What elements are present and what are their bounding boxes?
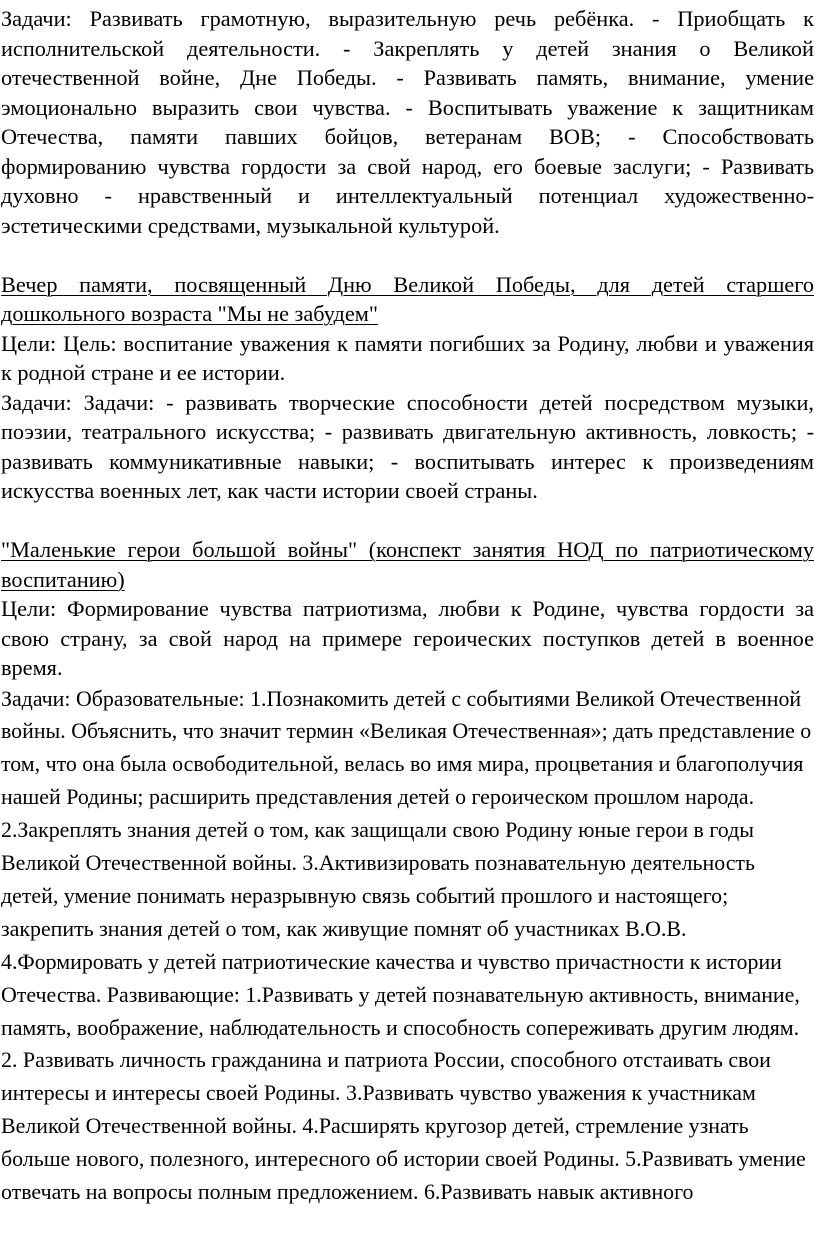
block3-tasks-text: Образовательные: 1.Познакомить детей с событиями Великой Отечественной войны. Объяснить, что значит термин «Великая Отечественная»; дать представление о том, что она была освободительной, велась во имя мира, процветания и благополучия нашей Родины; расширить представления детей о героическом прошлом народа. 2.Закреплять знания детей о том, как защищали свою Родину юные герои в годы Великой Отечественной войны. 3.Активизировать познавательную деятельность детей, умение понимать неразрывную связь событий прошлого и настоящего; закрепить знания детей о том, как живущие помнят об участниках В.О.В. 4.Формировать у детей патриотические качества и чувство причастности к истории Отечества. Развивающие: 1.Развивать у детей познавательную активность, внимание, память, воображение, наблюдательность и способность сопереживать другим людям. 2. Развивать личность гражданина и патриота России, способного отстаивать свои интересы и интересы своей Родины. 3.Развивать чувство уважения к участникам Великой Отечественной войны. 4.Расширять кругозор детей, стремление узнать больше нового, полезного, интересного об истории своей Родины. 5.Развивать умение отвечать на вопросы полным предложением. 6.Развивать навык активного bbox=[1, 685, 812, 1205]
block3-goals-paragraph bbox=[1, 594, 814, 683]
block2-tasks-text: Задачи: - развивать творческие способности детей посредством музыки, поэзии, театрального искусства; - развивать двигательную активность, ловкость; - развивать коммуникативные навыки; - воспитывать интерес к произведениям искусства военных лет, как части истории своей страны. bbox=[1, 389, 814, 503]
block3-goals-text: Формирование чувства патриотизма, любви к Родине, чувства гордости за свою страну, за свой народ на примере героических поступков детей в военное время. bbox=[1, 596, 814, 680]
block3-tasks-paragraph bbox=[1, 683, 814, 1210]
document-body bbox=[1, 4, 814, 1209]
block1-tasks-text: Развивать грамотную, выразительную речь ребёнка. - Приобщать к исполнительской деятельности. - Закреплять у детей знания о Великой отечественной войне, Дне Победы. - Развивать память, внимание, умение эмоционально выразить свои чувства. - Воспитывать уважение к защитникам Отечества, памяти павших бойцов, ветеранам ВОВ; - Способствовать формированию чувства гордости за свой народ, его боевые заслуги; - Развивать духовно - нравственный и интеллектуальный потенциал художественно-эстетическими средствами, музыкальной культурой. bbox=[1, 6, 814, 238]
block3-title: "Маленькие герои большой войны" (конспект занятия НОД по патриотическому воспитанию) bbox=[1, 537, 814, 592]
block2-tasks-label: Задачи: bbox=[1, 389, 84, 415]
block2-tasks-paragraph bbox=[1, 388, 814, 506]
block2-goals-label: Цели: bbox=[1, 330, 64, 356]
block2-title: Вечер памяти, посвященный Дню Великой Победы, для детей старшего дошкольного возраста "Мы не забудем" bbox=[1, 271, 814, 326]
block3-tasks-label: Задачи: bbox=[1, 685, 76, 711]
block1-tasks-label: Задачи: bbox=[1, 6, 90, 31]
block2-goals-text: Цель: воспитание уважения к памяти погибших за Родину, любви и уважения к родной стране и ее истории. bbox=[1, 330, 814, 385]
paragraph-spacer bbox=[1, 506, 814, 536]
block1-tasks-paragraph bbox=[1, 4, 814, 240]
paragraph-spacer bbox=[1, 240, 814, 270]
block2-goals-paragraph bbox=[1, 329, 814, 388]
block3-goals-label: Цели: bbox=[1, 596, 67, 621]
